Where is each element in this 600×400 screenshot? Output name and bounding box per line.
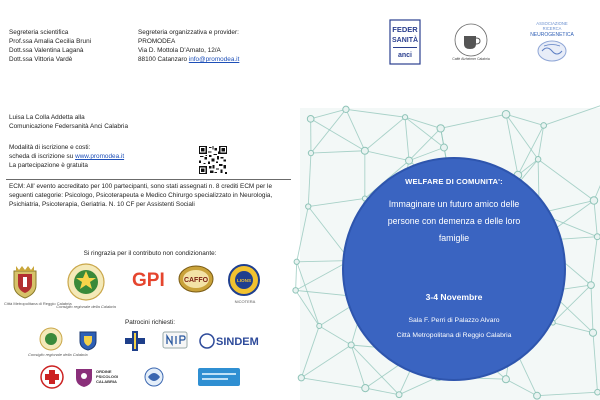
lions-club-logo-icon [228,264,260,296]
communication-contact [9,113,128,131]
email-link[interactable]: info@promodea.it [188,56,240,63]
nip-logo-icon [162,330,188,350]
consiglio-regionale-logo-icon [38,327,64,351]
scientific-secretariat [9,28,91,64]
federsanita-line2: SANITÀ [391,37,419,44]
event-date: 3-4 Novembre [425,292,483,302]
section-divider [6,179,291,180]
cross-emblem-icon [122,329,148,353]
regional-council-caption: Consiglio regionale della Calabria [56,304,116,309]
scientific-member: Dott.ssa Valentina Laganà [9,47,84,54]
ordine-crest-icon [74,366,94,388]
society-logo-icon [142,366,166,388]
sindem-logo-text: SINDEM [216,336,259,348]
city-caption: Città Metropolitana di Reggio Calabria [4,301,72,306]
ordine-caption: ORDINE PSICOLOGI CALABRIA [96,369,119,384]
subtitle-line: Immaginare un futuro amico delle [388,199,520,209]
scientific-member: Prof.ssa Amalia Cecilia Bruni [9,38,92,45]
event-title: WELFARE DI COMUNITA': [405,177,503,186]
subtitle-line: persone con demenza e delle loro [387,216,521,226]
sindem-logo-icon [198,331,259,351]
federsanita-line1: FEDER [392,25,418,34]
subtitle-line: famiglie [438,233,470,243]
organizing-heading: Segreteria organizzativa e provider: [138,29,239,36]
associazione-neurogenetica-logo-icon [522,20,582,64]
caffe-alzheimer-logo-icon [448,22,494,62]
scientific-heading: Segreteria scientifica [9,29,69,36]
registration-heading: Modalità di iscrizione e costi: [9,144,91,151]
scientific-member: Dott.ssa Vittoria Vardè [9,56,73,63]
organizer-city: 88100 Catanzaro [138,56,189,63]
lions-logo-text: LIONS [236,278,252,283]
registration-free: La partecipazione è gratuita [9,162,88,169]
right-panel [300,0,600,400]
gpi-logo-icon [130,268,166,290]
organizer-city-line [138,55,239,64]
registration-info [9,143,124,170]
organizing-secretariat [138,28,239,64]
location-line: Sala F. Perri di Palazzo Alvaro [408,317,500,324]
association-badge-icon [198,368,240,386]
ecm-credits-text: ECM: All' evento accreditato per 100 partecipanti, sono stati assegnati n. 8 crediti ECM per le seguenti categorie: Psicologo, Psicoterapeuta e Medico Chirurgo specializzato in Neurologia, Psichiatria, Psicoterapia, Geriatria. N. 10 CF per Assistenti Sociali [9,183,273,208]
assoc-line3: NEUROGENETICA [530,32,574,38]
red-cross-logo-icon [40,365,64,389]
gpi-logo-text: GPI [132,270,165,291]
qr-code[interactable] [199,146,227,174]
sponsors-heading: Si ringrazia per il contributo non condizionante: [83,250,217,257]
registration-prefix: scheda di iscrizione su [9,153,76,160]
website-link[interactable]: www.promodea.it [75,153,125,160]
consiglio-caption: Consiglio regionale della Calabria [28,352,88,357]
city-metropolitan-crest-icon [10,263,40,299]
location-line: Città Metropolitana di Reggio Calabria [396,332,512,339]
patronage-heading: Patrocini richiesti: [124,319,176,326]
registration-link-line [9,152,124,161]
assoc-line2: RICERCA [542,26,562,31]
event-location [342,313,566,343]
regional-council-logo-icon [66,262,106,302]
contact-line: Comunicazione Federsanità Anci Calabria [9,123,129,130]
caffe-logo-text: Caffè Alzheimer Calabria [452,57,490,61]
caffo-logo-icon [178,264,214,294]
federsanita-logo-icon [390,20,420,64]
title-circle [342,157,566,381]
federsanita-line3: anci [397,52,413,59]
organizer-name: PROMODEA [138,38,176,45]
province-crest-icon [78,329,98,351]
assoc-line1: ASSOCIAZIONE [536,21,568,26]
lions-caption: NICOTERA [234,299,256,304]
organizer-address: Via D. Mottola D'Amato, 12/A [138,47,221,54]
contact-line: Luisa La Colla Addetta alla [9,114,85,121]
event-subtitle [342,196,566,247]
caffo-logo-text: CAFFO [183,277,209,284]
